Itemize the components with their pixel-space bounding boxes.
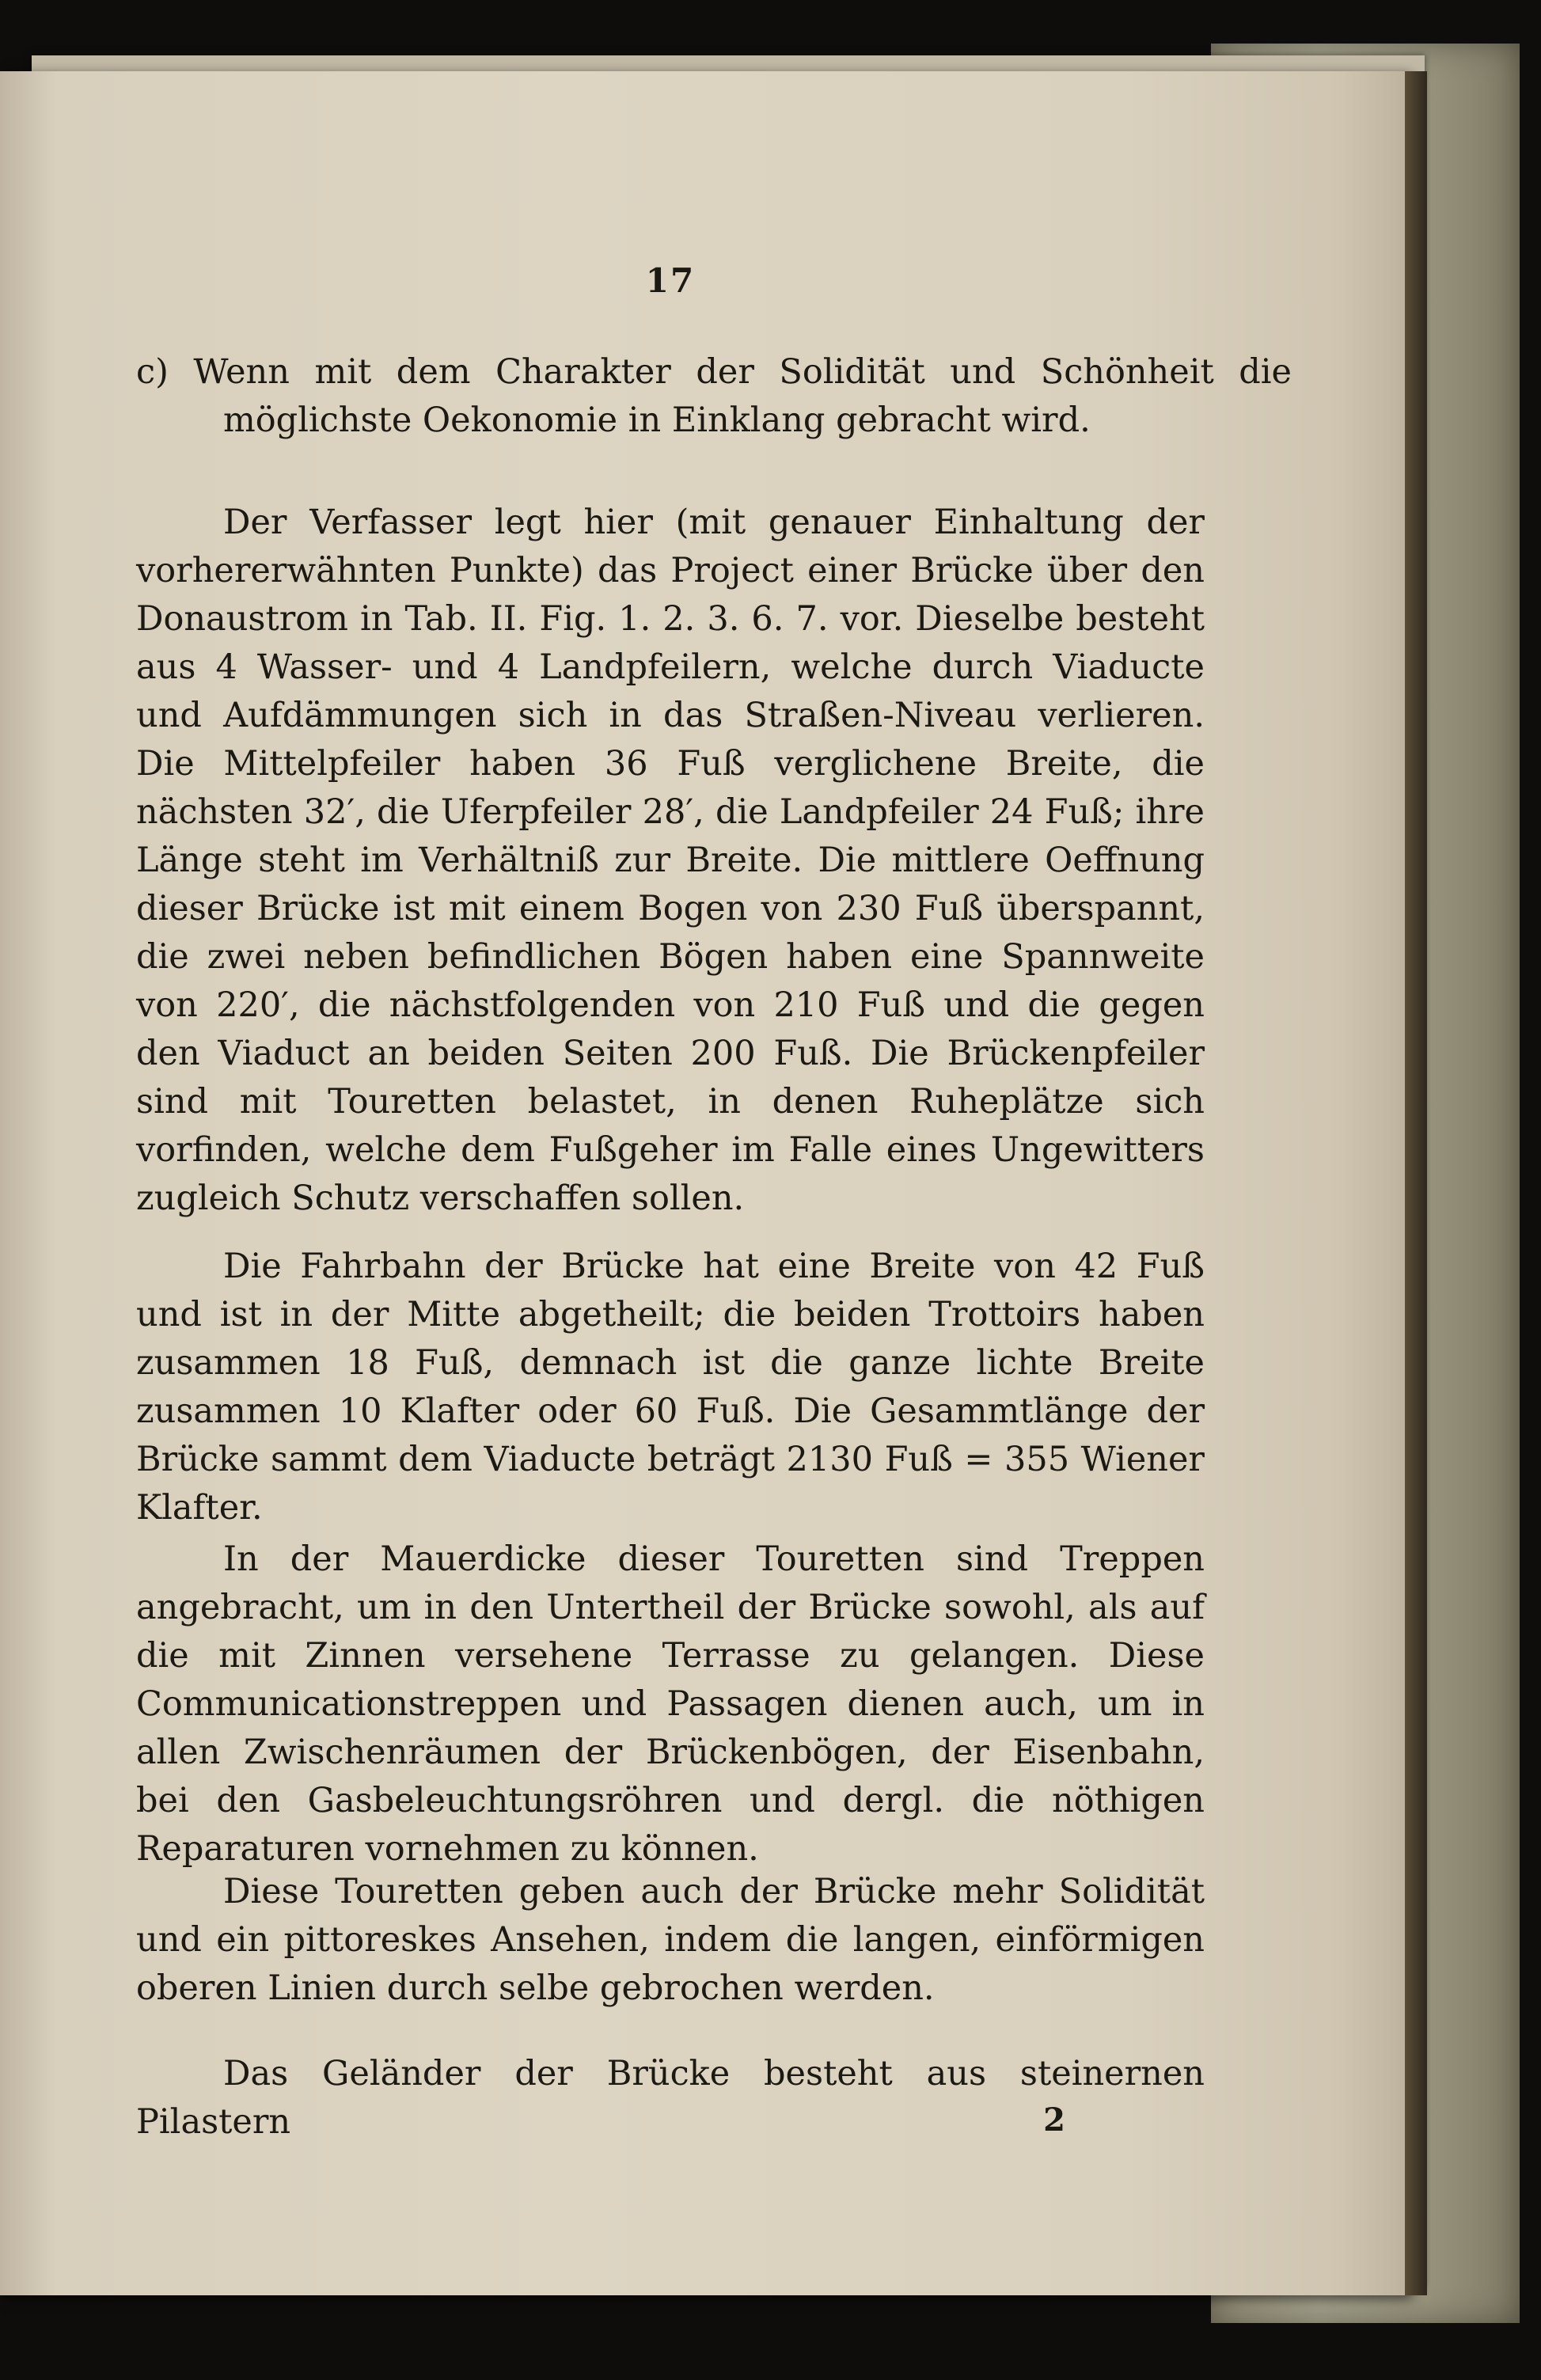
paragraph-1: Der Verfasser legt hier (mit genauer Einhaltung der vorhererwähnten Punkte) das Project einer Brücke über den Donaustrom in Tab. II. Fig. 1. 2. 3. 6. 7. vor. Dieselbe besteht aus 4 Wasser- und 4 Landpfeilern, welche durch Viaducte und Aufdämmungen sich in das Straßen-Niveau verlieren. Die Mittelpfeiler haben 36 Fuß verglichene Breite, die nächsten 32′, die Uferpfeiler 28′, die Landpfeiler 24 Fuß; ihre Länge steht im Verhältniß zur Breite. Die mittlere Oeffnung dieser Brücke ist mit einem Bogen von 230 Fuß überspannt, die zwei neben befindlichen Bögen haben eine Spannweite von 220′, die nächstfolgenden von 210 Fuß und die gegen den Viaduct an beiden Seiten 200 Fuß. Die Brückenpfeiler sind mit Touretten belastet, in denen Ruheplätze sich vorfinden, welche dem Fußgeher im Falle eines Ungewitters zugleich Schutz verschaffen sollen. <box>136 503 1205 1218</box>
paragraph-4: Diese Touretten geben auch der Brücke mehr Solidität und ein pittoreskes Ansehen, indem die langen, einförmigen oberen Linien durch selbe gebrochen werden. <box>136 1872 1205 2008</box>
signature-mark: 2 <box>1043 2101 1065 2139</box>
page-edge <box>1405 71 1427 2295</box>
list-item-c: c) Wenn mit dem Charakter der Solidität und Schönheit die möglichste Oekonomie in Einklang gebracht wird. <box>136 352 1292 440</box>
page-number: 17 <box>645 261 696 300</box>
paragraph-2: Die Fahrbahn der Brücke hat eine Breite von 42 Fuß und ist in der Mitte abgetheilt; die beiden Trottoirs haben zusammen 18 Fuß, demnach ist die ganze lichte Breite zusammen 10 Klafter oder 60 Fuß. Die Gesammtlänge der Brücke sammt dem Viaducte beträgt 2130 Fuß = 355 Wiener Klafter. <box>136 1247 1205 1528</box>
paragraph-5: Das Geländer der Brücke besteht aus steinernen Pilastern <box>136 2054 1205 2142</box>
paragraph-3: In der Mauerdicke dieser Touretten sind Treppen angebracht, um in den Untertheil der Brücke sowohl, als auf die mit Zinnen versehene Terrasse zu gelangen. Diese Communicationstreppen und Passagen dienen auch, um in allen Zwischenräumen der Brückenbögen, der Eisenbahn, bei den Gasbeleuchtungsröhren und dergl. die nöthigen Reparaturen vornehmen zu können. <box>136 1539 1205 1869</box>
